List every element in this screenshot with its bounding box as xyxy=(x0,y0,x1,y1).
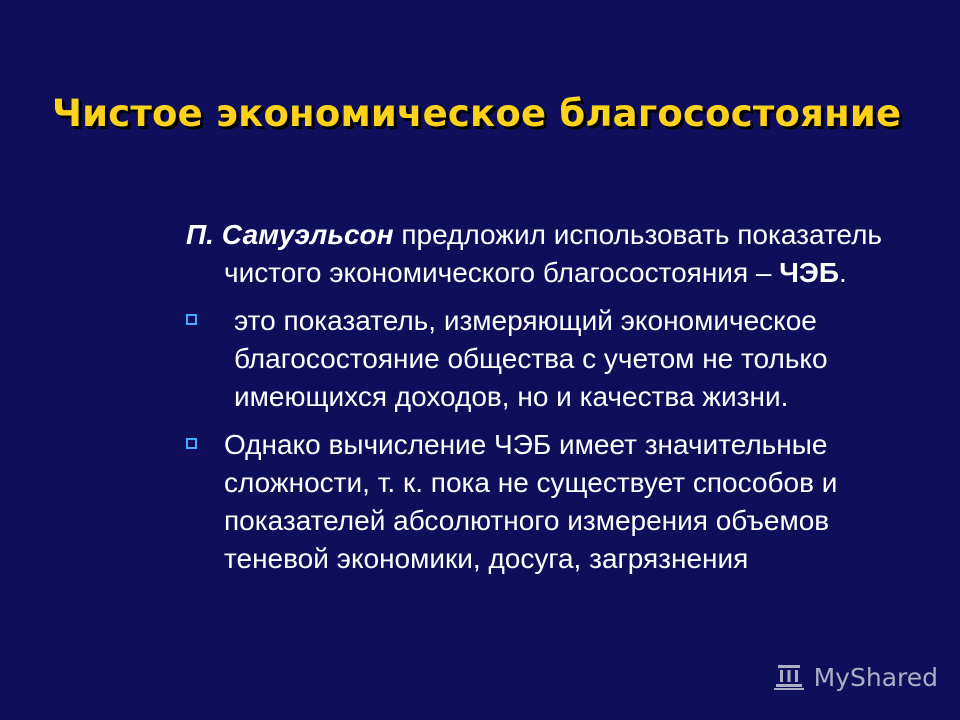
author-name: П. Самуэльсон xyxy=(186,219,394,250)
slide-title: Чистое экономическое благосостояние xyxy=(52,92,902,135)
square-bullet-icon xyxy=(186,438,197,449)
slide-body xyxy=(186,216,906,588)
abbreviation: ЧЭБ xyxy=(779,257,839,288)
square-bullet-icon xyxy=(186,314,197,325)
mortarboard-icon xyxy=(772,662,806,692)
watermark-text: MyShared xyxy=(813,662,938,692)
bullet-text: Однако вычисление ЧЭБ имеет значительные сложности, т. к. пока не существует способов и показателей абсолютного измерения объемов теневой экономики, досуга, загрязнения xyxy=(224,429,838,574)
intro-text: предложил использовать показатель чистого экономического благосостояния – xyxy=(224,219,882,288)
watermark xyxy=(772,662,938,692)
bullet-item xyxy=(186,426,906,578)
bullet-text: это показатель, измеряющий экономическое благосостояние общества с учетом не только имеющихся доходов, но и качества жизни. xyxy=(234,305,828,412)
intro-paragraph xyxy=(186,216,906,292)
bullet-item xyxy=(186,302,906,416)
intro-end: . xyxy=(838,257,847,288)
